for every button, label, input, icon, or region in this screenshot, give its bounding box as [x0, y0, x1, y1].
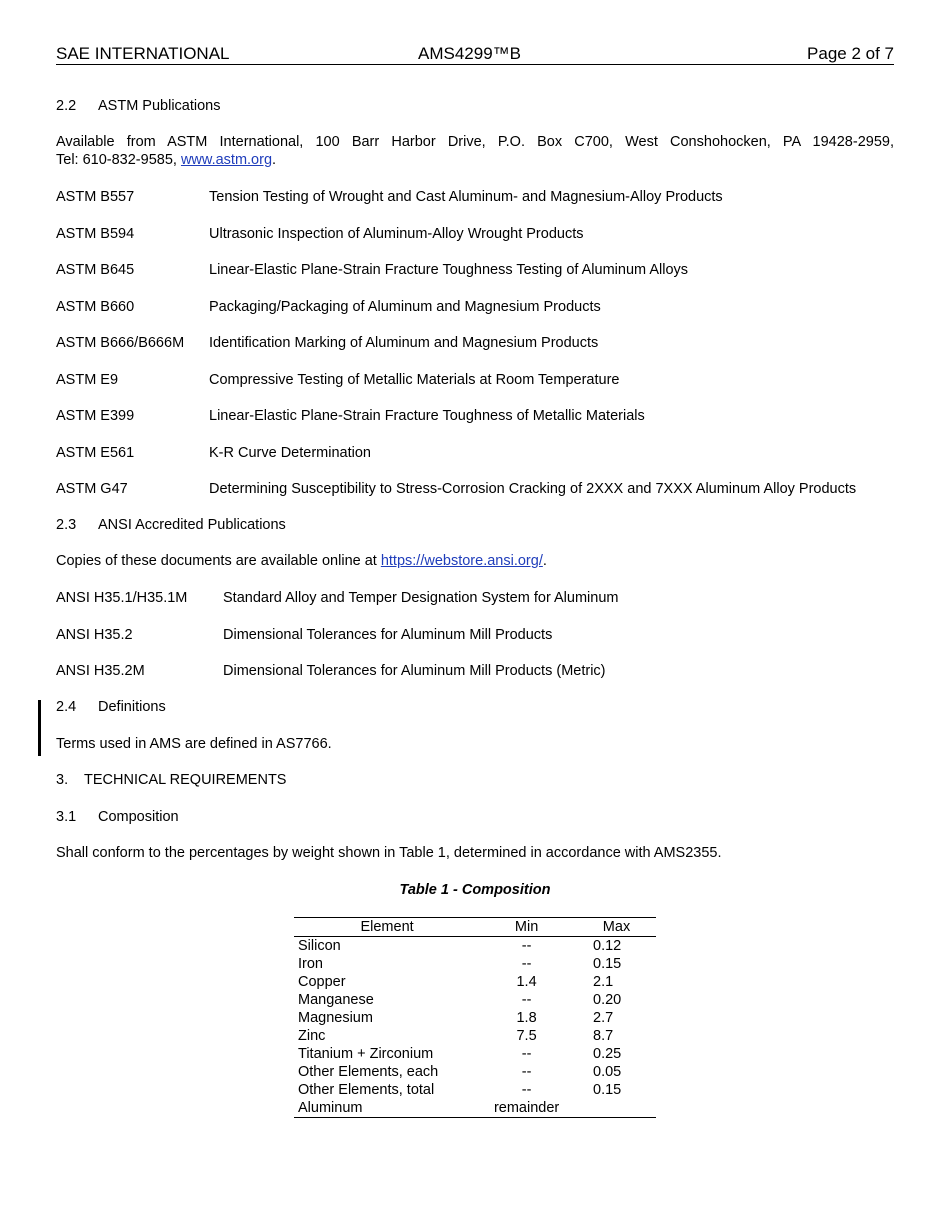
cell-max: 0.12	[593, 938, 622, 954]
reference-code: ANSI H35.1/H35.1M	[56, 590, 188, 606]
astm-availability-line2: Tel: 610-832-9585, www.astm.org.	[56, 152, 277, 168]
reference-code: ASTM B557	[56, 189, 135, 205]
reference-title: Dimensional Tolerances for Aluminum Mill Products (Metric)	[223, 663, 606, 679]
section-2-4-heading: 2.4 Definitions	[56, 699, 166, 715]
reference-title: Identification Marking of Aluminum and Magnesium Products	[209, 335, 599, 351]
reference-title: Dimensional Tolerances for Aluminum Mill Products	[223, 626, 553, 643]
section-3-1-heading: 3.1 Composition	[56, 809, 179, 825]
cell-min: --	[521, 956, 532, 972]
cell-max	[577, 1099, 656, 1118]
header-document-number: AMS4299™B	[418, 44, 521, 63]
table-row	[294, 1099, 656, 1118]
header-organization: SAE INTERNATIONAL	[56, 44, 230, 63]
section-3-heading: 3. TECHNICAL REQUIREMENTS	[56, 772, 287, 788]
reference-title: Packaging/Packaging of Aluminum and Magnesium Products	[209, 298, 601, 315]
section-2-3-heading: 2.3 ANSI Accredited Publications	[56, 517, 286, 533]
composition-text: Shall conform to the percentages by weight shown in Table 1, determined in accordance with AMS2355.	[56, 845, 722, 861]
cell-min: 7.5	[516, 1028, 537, 1044]
cell-element: Other Elements, total	[298, 1082, 435, 1098]
revision-change-bar	[38, 700, 41, 756]
cell-element: Other Elements, each	[298, 1064, 439, 1080]
reference-code: ASTM G47	[56, 481, 128, 497]
cell-max: 0.15	[593, 1082, 622, 1098]
table-row	[294, 991, 656, 1009]
cell-max: 0.05	[593, 1064, 622, 1080]
cell-max: 2.7	[593, 1010, 614, 1026]
cell-max: 0.20	[593, 992, 622, 1008]
cell-max: 0.15	[593, 956, 622, 972]
cell-element: Titanium + Zirconium	[298, 1046, 434, 1062]
cell-element: Manganese	[298, 992, 374, 1008]
cell-max: 8.7	[593, 1028, 614, 1044]
table-row	[294, 1081, 656, 1099]
reference-title: Standard Alloy and Temper Designation System for Aluminum	[223, 590, 619, 606]
reference-code: ASTM B660	[56, 298, 135, 315]
table-row	[294, 1027, 656, 1045]
cell-min: --	[521, 938, 532, 954]
reference-title: Linear-Elastic Plane-Strain Fracture Toughness of Metallic Materials	[209, 408, 645, 424]
astm-availability-line1: Available from ASTM International, 100 Barr Harbor Drive, P.O. Box C700, West Conshohocken, PA 19428-2959,	[56, 134, 894, 150]
cell-element: Copper	[298, 974, 346, 990]
cell-element: Zinc	[298, 1028, 326, 1044]
reference-title: Tension Testing of Wrought and Cast Aluminum- and Magnesium-Alloy Products	[209, 189, 723, 205]
reference-title: K-R Curve Determination	[209, 444, 371, 461]
cell-min: remainder	[476, 1099, 577, 1118]
cell-min: --	[521, 992, 532, 1008]
column-header-element: Element	[294, 918, 476, 937]
reference-code: ASTM B666/B666M	[56, 335, 185, 351]
reference-code: ASTM B645	[56, 262, 135, 278]
reference-title: Ultrasonic Inspection of Aluminum-Alloy Wrought Products	[209, 225, 584, 242]
cell-max: 2.1	[593, 974, 614, 990]
cell-min: --	[521, 1064, 532, 1080]
table-row	[294, 973, 656, 991]
table-1-title: Table 1 - Composition	[399, 882, 551, 898]
ansi-webstore-link[interactable]: https://webstore.ansi.org/	[380, 553, 543, 569]
cell-element: Magnesium	[298, 1010, 373, 1026]
section-2-2-heading: 2.2 ASTM Publications	[56, 98, 221, 114]
reference-code: ASTM E561	[56, 444, 135, 461]
cell-element: Aluminum	[294, 1099, 476, 1118]
table-row	[294, 955, 656, 973]
cell-min: 1.8	[516, 1010, 537, 1026]
reference-title: Determining Susceptibility to Stress-Corrosion Cracking of 2XXX and 7XXX Aluminum Alloy Products	[209, 481, 857, 497]
cell-max: 0.25	[593, 1046, 622, 1062]
table-row	[294, 1009, 656, 1027]
reference-code: ASTM B594	[56, 225, 135, 242]
table-row	[294, 1045, 656, 1063]
reference-code: ASTM E399	[56, 408, 135, 424]
definitions-text: Terms used in AMS are defined in AS7766.	[56, 736, 332, 752]
reference-title: Linear-Elastic Plane-Strain Fracture Toughness Testing of Aluminum Alloys	[209, 262, 689, 278]
composition-table	[294, 917, 656, 1118]
table-header-row	[294, 918, 656, 937]
table-row	[294, 1063, 656, 1081]
column-header-max: Max	[577, 918, 656, 937]
table-row	[294, 937, 656, 956]
reference-title: Compressive Testing of Metallic Materials at Room Temperature	[209, 371, 620, 388]
cell-element: Silicon	[298, 938, 341, 954]
cell-min: 1.4	[516, 974, 537, 990]
reference-code: ANSI H35.2M	[56, 663, 145, 679]
column-header-min: Min	[476, 918, 577, 937]
astm-website-link[interactable]: www.astm.org	[180, 152, 273, 168]
header-page-number: Page 2 of 7	[807, 44, 894, 63]
ansi-copies-text: Copies of these documents are available online at https://webstore.ansi.org/.	[56, 553, 547, 569]
cell-element: Iron	[298, 956, 323, 972]
cell-min: --	[521, 1082, 532, 1098]
page-header	[56, 44, 894, 65]
cell-min: --	[521, 1046, 532, 1062]
reference-code: ANSI H35.2	[56, 626, 133, 643]
reference-code: ASTM E9	[56, 371, 119, 388]
